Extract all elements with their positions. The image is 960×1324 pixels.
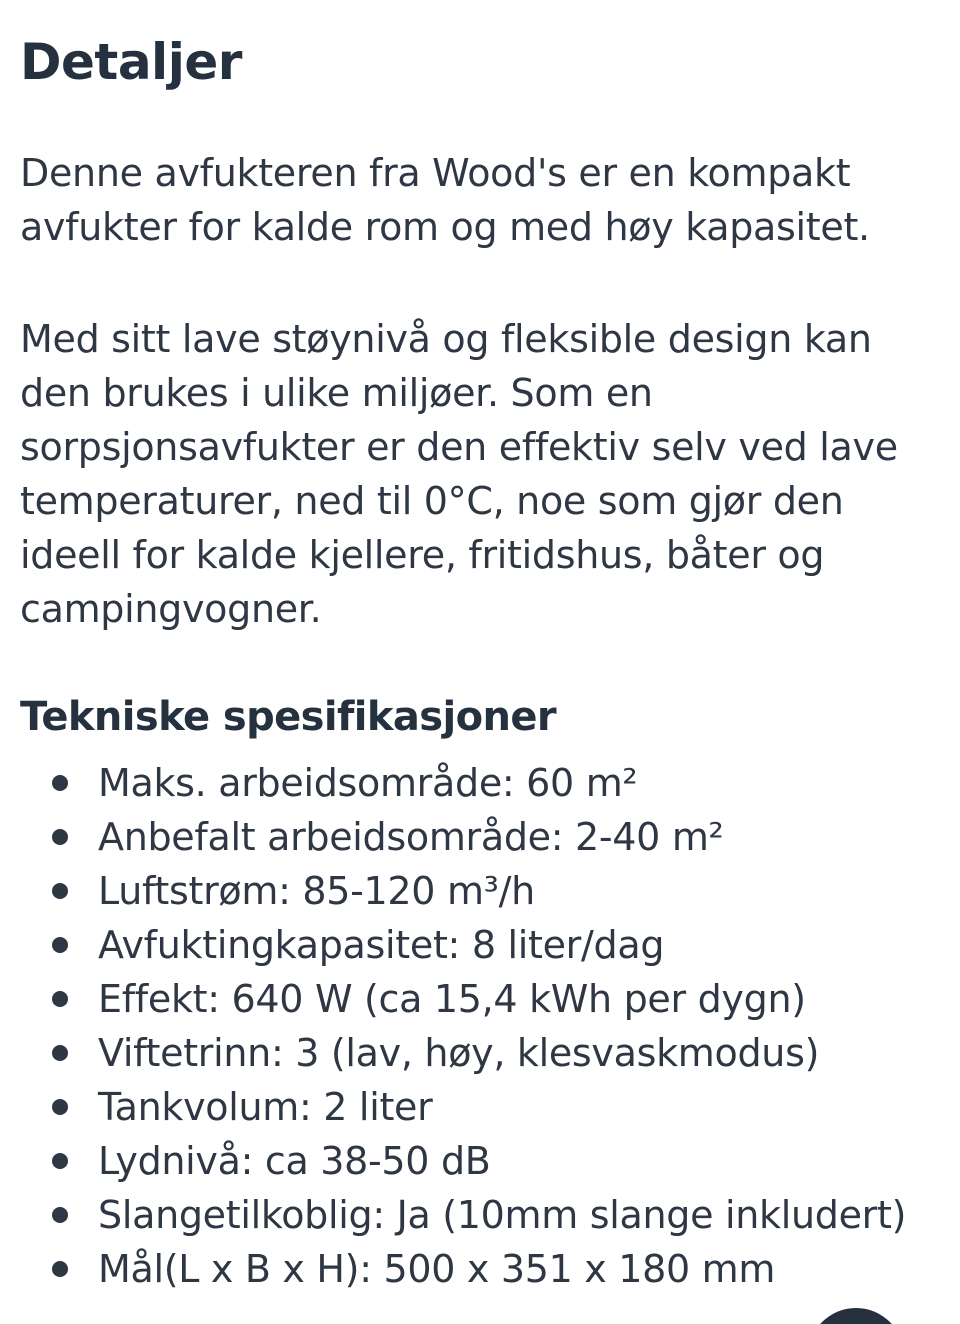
paragraph-line: sorpsjonsavfukter er den effektiv selv ved lave: [20, 425, 898, 469]
bullet-dot-icon: [52, 1099, 68, 1115]
bullet-dot-icon: [52, 1045, 68, 1061]
details-heading: Detaljer: [20, 33, 242, 91]
paragraph-line: campingvogner.: [20, 587, 322, 631]
spec-item-text: Maks. arbeidsområde: 60 m²: [98, 761, 638, 805]
bullet-dot-icon: [52, 1153, 68, 1169]
paragraph-line: den brukes i ulike miljøer. Som en: [20, 371, 653, 415]
paragraph-line: Med sitt lave støynivå og fleksible design kan: [20, 317, 872, 361]
bullet-dot-icon: [52, 991, 68, 1007]
spec-item-text: Avfuktingkapasitet: 8 liter/dag: [98, 923, 665, 967]
spec-item-text: Lydnivå: ca 38-50 dB: [98, 1139, 491, 1183]
bullet-dot-icon: [52, 1207, 68, 1223]
spec-item-text: Slangetilkoblig: Ja (10mm slange inkludert): [98, 1193, 907, 1237]
spec-item-text: Tankvolum: 2 liter: [98, 1085, 433, 1129]
details-intro-paragraph: [20, 146, 870, 254]
paragraph-line: temperaturer, ned til 0°C, noe som gjør den: [20, 479, 844, 523]
spec-item-text: Luftstrøm: 85-120 m³/h: [98, 869, 535, 913]
spec-item-text: Viftetrinn: 3 (lav, høy, klesvaskmodus): [98, 1031, 820, 1075]
paragraph-line: avfukter for kalde rom og med høy kapasitet.: [20, 205, 870, 249]
paragraph-line: Denne avfukteren fra Wood's er en kompakt: [20, 151, 851, 195]
spec-item-text: Effekt: 640 W (ca 15,4 kWh per dygn): [98, 977, 806, 1021]
bullet-dot-icon: [52, 937, 68, 953]
specs-heading: Tekniske spesifikasjoner: [20, 694, 557, 740]
bullet-dot-icon: [52, 1261, 68, 1277]
bullet-dot-icon: [52, 775, 68, 791]
floating-action-button[interactable]: [808, 1308, 904, 1324]
spec-item-text: Anbefalt arbeidsområde: 2-40 m²: [98, 815, 724, 859]
bullet-dot-icon: [52, 883, 68, 899]
spec-item-text: Mål(L x B x H): 500 x 351 x 180 mm: [98, 1247, 776, 1291]
bullet-dot-icon: [52, 829, 68, 845]
paragraph-line: ideell for kalde kjellere, fritidshus, båter og: [20, 533, 825, 577]
details-description-paragraph: [20, 312, 898, 636]
